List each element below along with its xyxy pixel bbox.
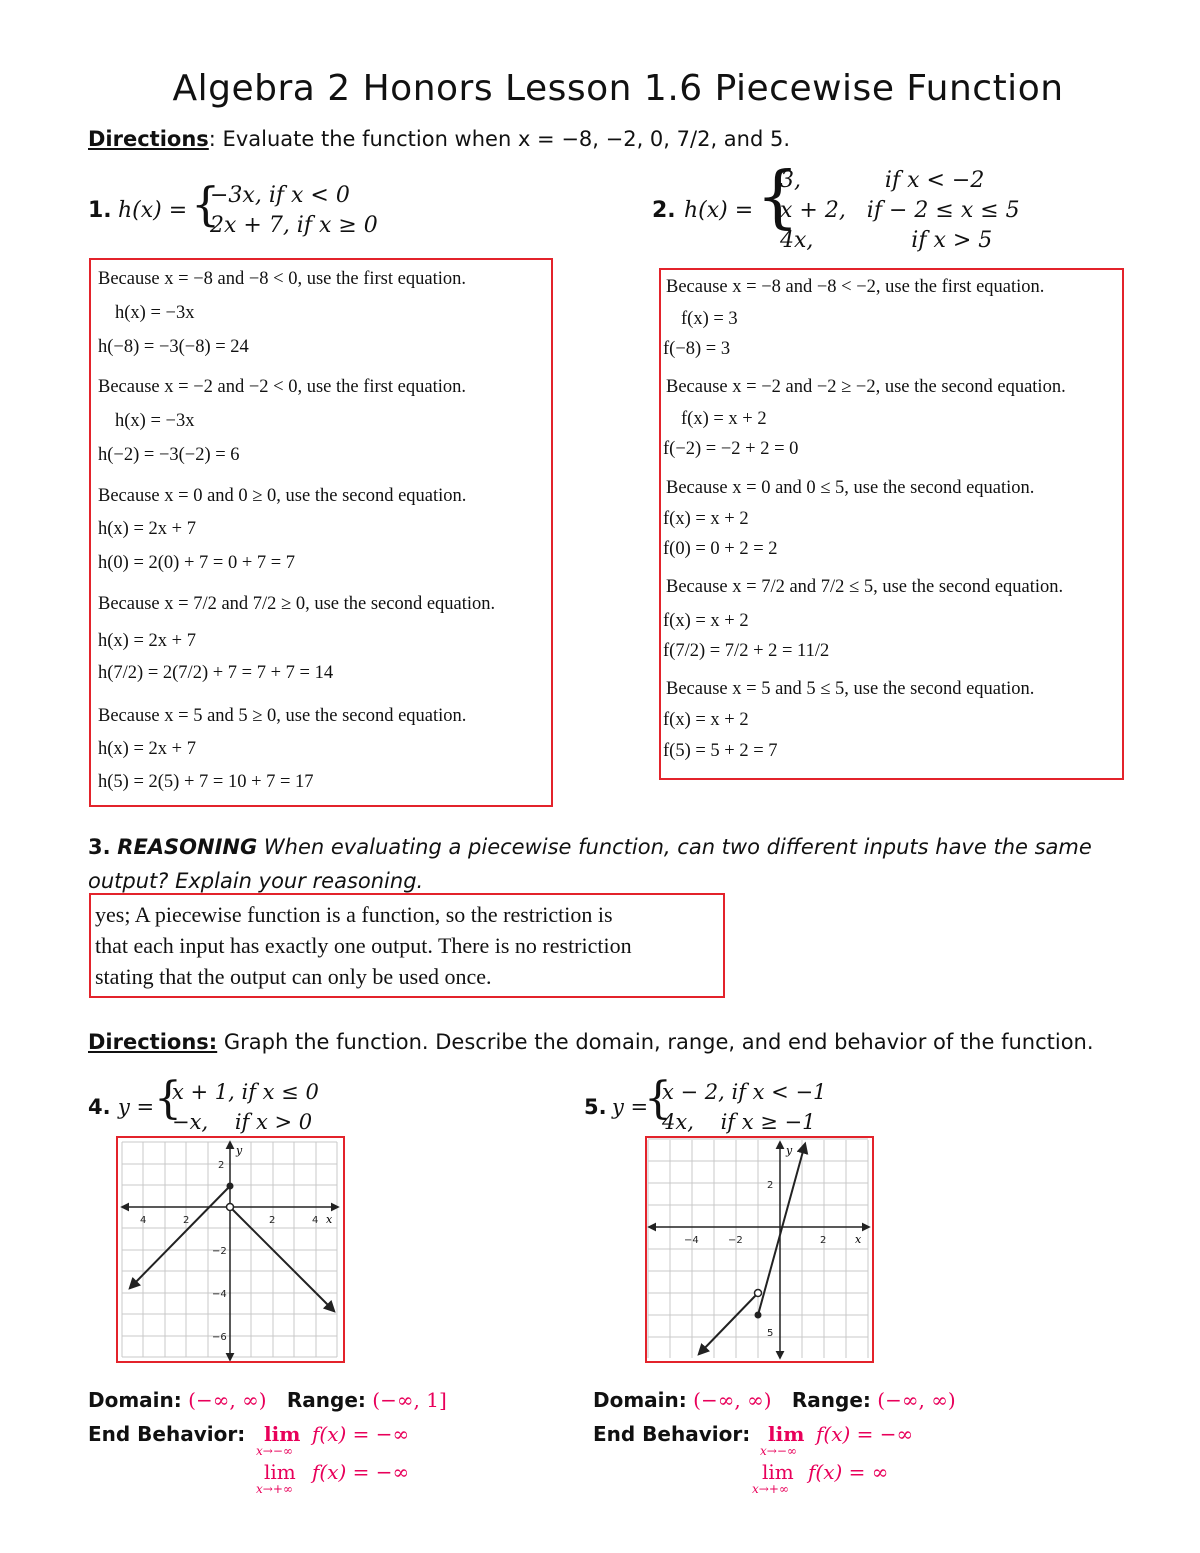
- directions-1-label: Directions: [88, 127, 209, 151]
- problem-3-answer-box: [89, 893, 725, 998]
- range-label: Range:: [791, 1388, 871, 1412]
- x-tick-label: −4: [684, 1235, 699, 1246]
- problem-4-graph: [118, 1138, 343, 1361]
- y-tick-label: −4: [212, 1289, 227, 1300]
- work-line: h(7/2) = 2(7/2) + 7 = 7 + 7 = 14: [98, 663, 334, 683]
- work-line: f(x) = 3: [681, 309, 738, 329]
- limit-word: lim: [264, 1460, 296, 1484]
- work-line: Because x = −8 and −8 < 0, use the first equation.: [98, 269, 466, 289]
- work-line: f(x) = x + 2: [663, 611, 749, 631]
- x-axis-label: x: [855, 1233, 862, 1246]
- work-line: h(−8) = −3(−8) = 24: [98, 337, 249, 357]
- limit-expression: f(x) = −∞: [312, 1460, 410, 1484]
- answer-line: yes; A piecewise function is a function, so the restriction is: [95, 902, 613, 927]
- problem-1-work-box: [89, 258, 553, 807]
- domain-value: (−∞, ∞): [188, 1388, 267, 1412]
- y-tick-label: −2: [212, 1246, 227, 1257]
- work-line: h(x) = 2x + 7: [98, 519, 196, 539]
- problem-5-case-2: 4x, if x ≥ −1: [662, 1110, 816, 1134]
- work-line: Because x = 0 and 0 ≤ 5, use the second equation.: [666, 478, 1035, 498]
- range-value: (−∞, 1]: [372, 1388, 447, 1412]
- problem-5-end-behavior-label: End Behavior:: [593, 1422, 751, 1446]
- limit-subscript: x→+∞: [256, 1482, 293, 1496]
- x-axis-label: x: [326, 1213, 333, 1226]
- limit-subscript: x→−∞: [256, 1444, 293, 1458]
- work-line: f(0) = 0 + 2 = 2: [663, 539, 778, 559]
- y-tick-label: −6: [212, 1332, 227, 1343]
- left-brace-icon: {: [756, 158, 800, 237]
- work-line: Because x = 7/2 and 7/2 ≤ 5, use the second equation.: [666, 577, 1064, 597]
- problem-2-case-3: 4x, if x > 5: [780, 228, 993, 253]
- left-brace-icon: {: [191, 177, 221, 231]
- answer-line: stating that the output can only be used once.: [95, 964, 492, 989]
- directions-2: [88, 1030, 1094, 1054]
- domain-label: Domain:: [88, 1388, 182, 1412]
- problem-5-domain-range: [593, 1388, 956, 1412]
- right-piece-line: [758, 1144, 805, 1315]
- domain-value: (−∞, ∞): [693, 1388, 772, 1412]
- limit-word: lim: [264, 1422, 301, 1446]
- problem-2-work-box: [659, 268, 1124, 780]
- x-tick-label: −2: [728, 1235, 743, 1246]
- left-brace-icon: {: [644, 1073, 672, 1124]
- problem-3-number: 3.: [88, 835, 111, 859]
- closed-point: [227, 1183, 234, 1190]
- problem-4-end-behavior-label: End Behavior:: [88, 1422, 246, 1446]
- work-line: f(x) = x + 2: [663, 710, 749, 730]
- y-axis-label: y: [236, 1144, 243, 1157]
- work-line: f(−8) = 3: [663, 339, 731, 359]
- problem-3-label: REASONING: [117, 835, 258, 859]
- left-piece-line: [130, 1186, 230, 1288]
- problem-2-case-2: x + 2, if − 2 ≤ x ≤ 5: [780, 198, 1020, 223]
- work-line: f(x) = x + 2: [663, 509, 749, 529]
- work-line: Because x = 7/2 and 7/2 ≥ 0, use the second equation.: [98, 594, 496, 614]
- work-line: f(−2) = −2 + 2 = 0: [663, 439, 799, 459]
- work-line: Because x = 5 and 5 ≥ 0, use the second equation.: [98, 706, 467, 726]
- problem-3-question-line-2: output? Explain your reasoning.: [88, 869, 424, 893]
- limit-subscript: x→−∞: [760, 1444, 797, 1458]
- problem-5-number: 5.: [584, 1095, 607, 1119]
- work-line: Because x = −2 and −2 < 0, use the first equation.: [98, 377, 466, 397]
- limit-subscript: x→+∞: [752, 1482, 789, 1496]
- problem-3-question: [88, 830, 1148, 898]
- limit-word: lim: [768, 1422, 805, 1446]
- work-line: h(0) = 2(0) + 7 = 0 + 7 = 7: [98, 553, 296, 573]
- open-point: [227, 1204, 234, 1211]
- work-line: h(x) = −3x: [115, 411, 195, 431]
- work-line: h(5) = 2(5) + 7 = 10 + 7 = 17: [98, 772, 314, 792]
- problem-2-number: 2.: [652, 198, 676, 223]
- work-line: Because x = 0 and 0 ≥ 0, use the second equation.: [98, 486, 467, 506]
- y-tick-label: 2: [767, 1180, 774, 1191]
- limit-expression: f(x) = −∞: [816, 1422, 914, 1446]
- domain-label: Domain:: [593, 1388, 687, 1412]
- x-tick-label: 4: [312, 1215, 319, 1226]
- open-point: [755, 1290, 762, 1297]
- page-title: Algebra 2 Honors Lesson 1.6 Piecewise Function: [172, 68, 1064, 109]
- limit-expression: f(x) = ∞: [808, 1460, 889, 1484]
- problem-5-lhs: y =: [612, 1095, 649, 1119]
- problem-2-lhs: h(x) =: [684, 198, 754, 223]
- problem-4-number: 4.: [88, 1095, 111, 1119]
- left-brace-icon: {: [154, 1073, 182, 1124]
- y-axis-label: y: [786, 1144, 793, 1157]
- problem-2-case-1: 3, if x < −2: [780, 168, 985, 193]
- problem-4-domain-range: [88, 1388, 447, 1412]
- grid: [648, 1139, 868, 1358]
- work-line: f(7/2) = 7/2 + 2 = 11/2: [663, 641, 830, 661]
- y-tick-label: 2: [218, 1160, 225, 1171]
- work-line: h(x) = 2x + 7: [98, 631, 196, 651]
- x-tick-label: 2: [183, 1215, 190, 1226]
- work-line: Because x = −8 and −8 < −2, use the first equation.: [666, 277, 1045, 297]
- problem-4-case-1: x + 1, if x ≤ 0: [172, 1080, 319, 1104]
- answer-line: that each input has exactly one output. There is no restriction: [95, 933, 632, 958]
- y-tick-label: 5: [767, 1328, 774, 1339]
- left-piece-line: [699, 1293, 758, 1354]
- x-tick-label: 4: [140, 1215, 147, 1226]
- problem-4-graph-box: [116, 1136, 345, 1363]
- work-line: h(x) = 2x + 7: [98, 739, 196, 759]
- work-line: h(−2) = −3(−2) = 6: [98, 445, 240, 465]
- x-tick-label: 2: [820, 1235, 827, 1246]
- work-line: h(x) = −3x: [115, 303, 195, 323]
- directions-1: [88, 127, 790, 151]
- problem-4-lhs: y =: [118, 1095, 155, 1119]
- range-value: (−∞, ∞): [877, 1388, 956, 1412]
- closed-point: [755, 1312, 762, 1319]
- problem-4-case-2: −x, if x > 0: [172, 1110, 313, 1134]
- directions-2-text: Graph the function. Describe the domain, range, and end behavior of the function.: [217, 1030, 1094, 1054]
- problem-5-case-1: x − 2, if x < −1: [662, 1080, 827, 1104]
- limit-expression: f(x) = −∞: [312, 1422, 410, 1446]
- work-line: Because x = −2 and −2 ≥ −2, use the second equation.: [666, 377, 1066, 397]
- directions-1-text: : Evaluate the function when x = −8, −2, 0, 7/2, and 5.: [208, 127, 791, 151]
- work-line: f(5) = 5 + 2 = 7: [663, 741, 778, 761]
- problem-1-number: 1.: [88, 198, 112, 223]
- problem-1-case-1: −3x, if x < 0: [210, 183, 350, 208]
- range-label: Range:: [286, 1388, 366, 1412]
- problem-1-case-2: 2x + 7, if x ≥ 0: [210, 213, 378, 238]
- directions-2-label: Directions:: [88, 1030, 218, 1054]
- problem-5-graph: [647, 1138, 872, 1361]
- limit-word: lim: [762, 1460, 794, 1484]
- problem-3-question-line-1: When evaluating a piecewise function, can two different inputs have the same: [257, 835, 1092, 859]
- problem-1-lhs: h(x) =: [118, 198, 188, 223]
- problem-5-graph-box: [645, 1136, 874, 1363]
- x-tick-label: 2: [269, 1215, 276, 1226]
- work-line: Because x = 5 and 5 ≤ 5, use the second equation.: [666, 679, 1035, 699]
- right-piece-line: [230, 1207, 334, 1311]
- work-line: f(x) = x + 2: [681, 409, 767, 429]
